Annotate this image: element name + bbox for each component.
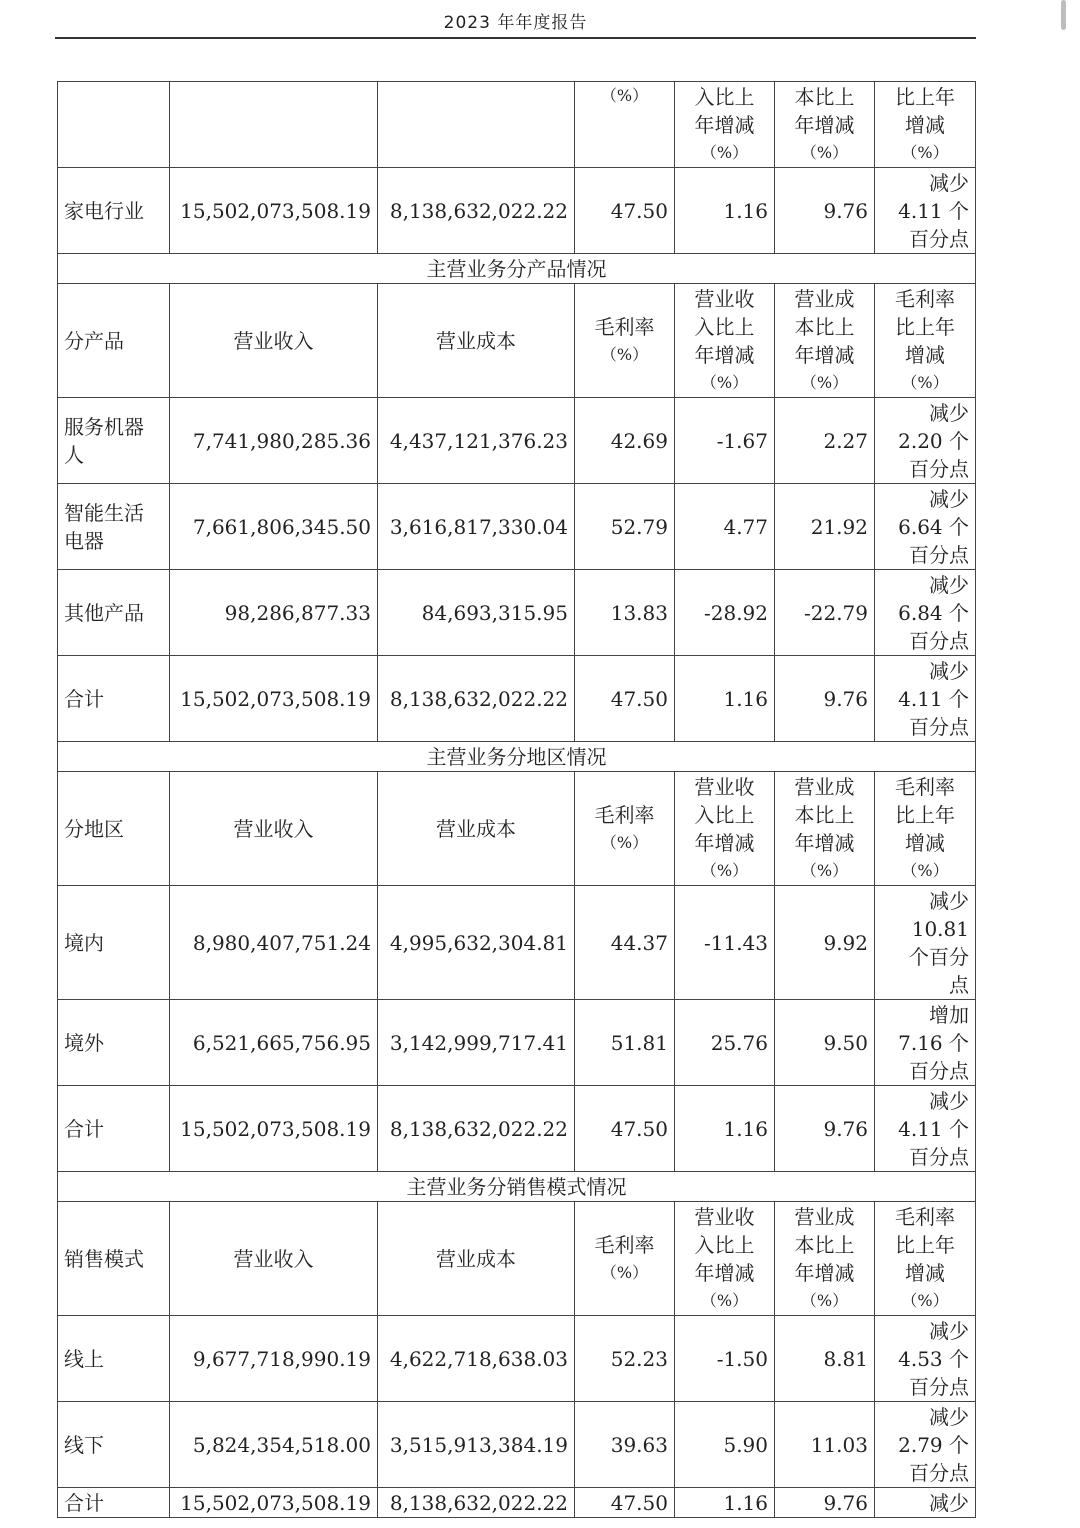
header-cell-revenue: 营业收入 — [170, 772, 378, 886]
header-cell-cost-change: 本比上 年增减 （%） — [775, 82, 875, 168]
margin-change-cell: 减少 2.79 个 百分点 — [875, 1402, 976, 1488]
header-cell-margin-change: 毛利率 比上年 增减 （%） — [875, 284, 976, 398]
table-row — [58, 1402, 976, 1488]
header-cell-revenue: 营业收入 — [170, 1202, 378, 1316]
margin-change-cell: 减少 — [875, 1488, 976, 1518]
margin-cell: 39.63 — [575, 1402, 675, 1488]
cost-cell: 4,437,121,376.23 — [378, 398, 575, 484]
cost-change-cell: 9.76 — [775, 1488, 875, 1518]
revenue-cell: 15,502,073,508.19 — [170, 656, 378, 742]
revenue-change-cell: 1.16 — [675, 1488, 775, 1518]
revenue-change-cell: -1.67 — [675, 398, 775, 484]
revenue-cell: 98,286,877.33 — [170, 570, 378, 656]
row-label: 合计 — [58, 656, 170, 742]
revenue-change-cell: -1.50 — [675, 1316, 775, 1402]
header-cell-margin: 毛利率 （%） — [575, 772, 675, 886]
row-label: 其他产品 — [58, 570, 170, 656]
cost-cell: 4,995,632,304.81 — [378, 886, 575, 1000]
cost-change-cell: 8.81 — [775, 1316, 875, 1402]
header-cell-cost-change: 营业成 本比上 年增减 （%） — [775, 1202, 875, 1316]
header-cell-revenue-change: 营业收 入比上 年增减 （%） — [675, 772, 775, 886]
header-cell-margin-unit: （%） — [575, 82, 675, 168]
cost-change-cell: 11.03 — [775, 1402, 875, 1488]
header-cell-margin-change: 比上年 增减 （%） — [875, 82, 976, 168]
header-cell-cost-change: 营业成 本比上 年增减 （%） — [775, 284, 875, 398]
revenue-change-cell: 1.16 — [675, 168, 775, 254]
column-header-row — [58, 1202, 976, 1316]
margin-cell: 47.50 — [575, 1488, 675, 1518]
revenue-change-cell: 1.16 — [675, 656, 775, 742]
blank-cell — [58, 82, 170, 168]
cost-change-cell: 21.92 — [775, 484, 875, 570]
revenue-cell: 7,741,980,285.36 — [170, 398, 378, 484]
column-header-row — [58, 772, 976, 886]
row-label: 线下 — [58, 1402, 170, 1488]
blank-cell — [378, 82, 575, 168]
revenue-cell: 15,502,073,508.19 — [170, 168, 378, 254]
margin-cell: 13.83 — [575, 570, 675, 656]
cost-cell: 8,138,632,022.22 — [378, 1086, 575, 1172]
table-row — [58, 398, 976, 484]
section-title-row — [58, 742, 976, 772]
table-row — [58, 1316, 976, 1402]
revenue-change-cell: 1.16 — [675, 1086, 775, 1172]
revenue-cell: 9,677,718,990.19 — [170, 1316, 378, 1402]
cost-cell: 3,515,913,384.19 — [378, 1402, 575, 1488]
header-cell-margin: 毛利率 （%） — [575, 1202, 675, 1316]
revenue-cell: 6,521,665,756.95 — [170, 1000, 378, 1086]
main-business-table — [57, 81, 976, 1518]
column-header-row — [58, 284, 976, 398]
revenue-change-cell: -11.43 — [675, 886, 775, 1000]
margin-change-cell: 增加 7.16 个 百分点 — [875, 1000, 976, 1086]
cost-change-cell: 9.50 — [775, 1000, 875, 1086]
table-row — [58, 1488, 976, 1518]
row-label: 境内 — [58, 886, 170, 1000]
row-label: 合计 — [58, 1488, 170, 1518]
header-cell-revenue: 营业收入 — [170, 284, 378, 398]
row-label: 线上 — [58, 1316, 170, 1402]
scroll-indicator[interactable] — [1061, 0, 1066, 30]
margin-change-cell: 减少 2.20 个 百分点 — [875, 398, 976, 484]
margin-cell: 47.50 — [575, 168, 675, 254]
table-row-industry — [58, 168, 976, 254]
cost-cell: 8,138,632,022.22 — [378, 1488, 575, 1518]
header-cell-margin-change: 毛利率 比上年 增减 （%） — [875, 772, 976, 886]
cost-change-cell: 9.76 — [775, 656, 875, 742]
cost-change-cell: 9.92 — [775, 886, 875, 1000]
row-label: 家电行业 — [58, 168, 170, 254]
revenue-change-cell: 4.77 — [675, 484, 775, 570]
section-title-row — [58, 1172, 976, 1202]
revenue-change-cell: -28.92 — [675, 570, 775, 656]
margin-change-cell: 减少 4.11 个 百分点 — [875, 656, 976, 742]
cost-cell: 84,693,315.95 — [378, 570, 575, 656]
margin-cell: 42.69 — [575, 398, 675, 484]
header-cell-cost: 营业成本 — [378, 772, 575, 886]
revenue-cell: 7,661,806,345.50 — [170, 484, 378, 570]
page-header: 2023 年年度报告 — [443, 13, 588, 33]
row-label: 境外 — [58, 1000, 170, 1086]
header-cell-dimension: 分产品 — [58, 284, 170, 398]
table-row — [58, 1086, 976, 1172]
cost-cell: 3,142,999,717.41 — [378, 1000, 575, 1086]
header-cell-cost-change: 营业成 本比上 年增减 （%） — [775, 772, 875, 886]
margin-change-cell: 减少 4.53 个 百分点 — [875, 1316, 976, 1402]
margin-cell: 51.81 — [575, 1000, 675, 1086]
row-label: 合计 — [58, 1086, 170, 1172]
header-cell-dimension: 分地区 — [58, 772, 170, 886]
blank-cell — [170, 82, 378, 168]
section-title: 主营业务分地区情况 — [58, 742, 976, 772]
header-cell-margin-change: 毛利率 比上年 增减 （%） — [875, 1202, 976, 1316]
section-title: 主营业务分产品情况 — [58, 254, 976, 284]
cost-change-cell: 9.76 — [775, 1086, 875, 1172]
revenue-change-cell: 5.90 — [675, 1402, 775, 1488]
margin-change-cell: 减少 4.11 个 百分点 — [875, 168, 976, 254]
header-cell-dimension: 销售模式 — [58, 1202, 170, 1316]
header-rule — [55, 37, 976, 39]
cost-cell: 4,622,718,638.03 — [378, 1316, 575, 1402]
revenue-change-cell: 25.76 — [675, 1000, 775, 1086]
header-cell-margin: 毛利率 （%） — [575, 284, 675, 398]
margin-cell: 52.79 — [575, 484, 675, 570]
margin-change-cell: 减少 4.11 个 百分点 — [875, 1086, 976, 1172]
header-cell-cost: 营业成本 — [378, 1202, 575, 1316]
section-title-row — [58, 254, 976, 284]
header-cell-revenue-change: 营业收 入比上 年增减 （%） — [675, 1202, 775, 1316]
row-label: 服务机器 人 — [58, 398, 170, 484]
margin-cell: 44.37 — [575, 886, 675, 1000]
cost-change-cell: 9.76 — [775, 168, 875, 254]
header-cell-revenue-change: 营业收 入比上 年增减 （%） — [675, 284, 775, 398]
revenue-cell: 8,980,407,751.24 — [170, 886, 378, 1000]
header-cell-cost: 营业成本 — [378, 284, 575, 398]
cost-change-cell: 2.27 — [775, 398, 875, 484]
header-cell-revenue-change: 入比上 年增减 （%） — [675, 82, 775, 168]
margin-cell: 47.50 — [575, 1086, 675, 1172]
section-title: 主营业务分销售模式情况 — [58, 1172, 976, 1202]
cost-change-cell: -22.79 — [775, 570, 875, 656]
revenue-cell: 15,502,073,508.19 — [170, 1488, 378, 1518]
margin-change-cell: 减少 6.64 个 百分点 — [875, 484, 976, 570]
table-row — [58, 1000, 976, 1086]
margin-cell: 47.50 — [575, 656, 675, 742]
continued-header-row — [58, 82, 976, 168]
cost-cell: 3,616,817,330.04 — [378, 484, 575, 570]
row-label: 智能生活 电器 — [58, 484, 170, 570]
table-row — [58, 484, 976, 570]
margin-cell: 52.23 — [575, 1316, 675, 1402]
table-row — [58, 886, 976, 1000]
cost-cell: 8,138,632,022.22 — [378, 168, 575, 254]
revenue-cell: 5,824,354,518.00 — [170, 1402, 378, 1488]
table-row — [58, 656, 976, 742]
cost-cell: 8,138,632,022.22 — [378, 656, 575, 742]
revenue-cell: 15,502,073,508.19 — [170, 1086, 378, 1172]
table-row — [58, 570, 976, 656]
margin-change-cell: 减少 10.81 个百分 点 — [875, 886, 976, 1000]
margin-change-cell: 减少 6.84 个 百分点 — [875, 570, 976, 656]
